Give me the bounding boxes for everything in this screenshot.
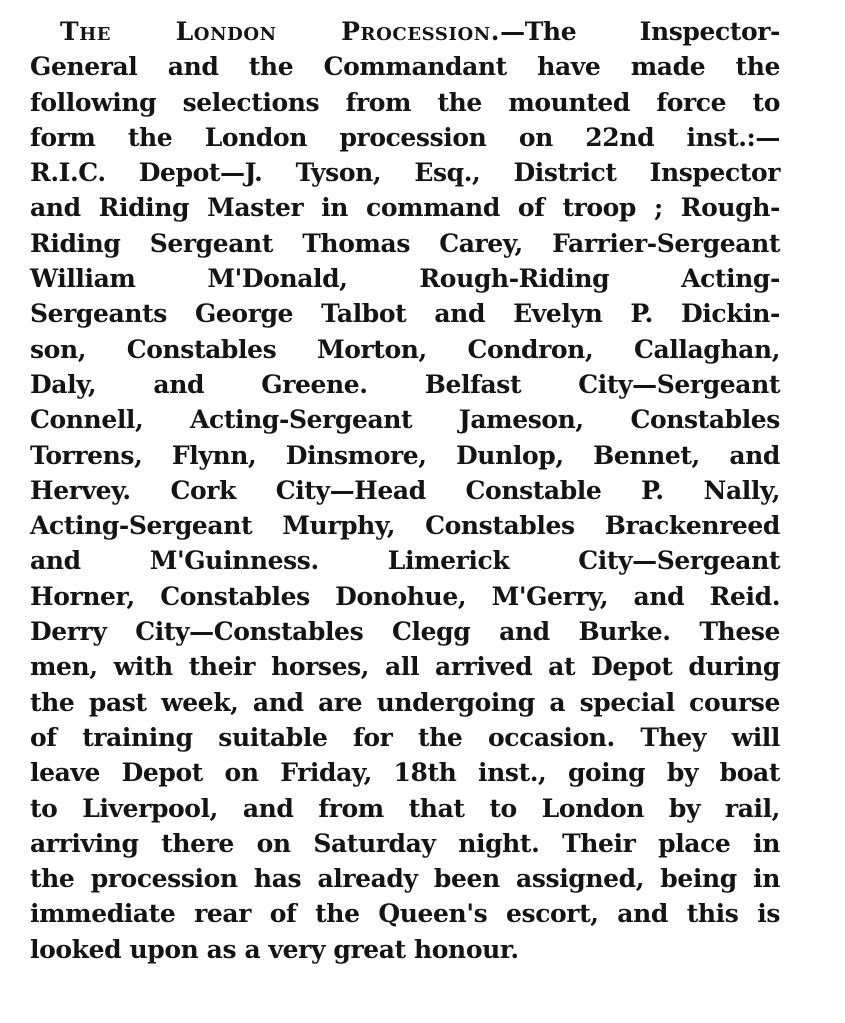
article-line: Derry City—Constables Clegg and Burke. These	[30, 617, 780, 647]
article-line: General and the Commandant have made the	[30, 52, 780, 82]
article-line	[30, 14, 780, 49]
article-line: William M'Donald, Rough-Riding Acting-	[30, 264, 780, 294]
article-line: following selections from the mounted force to	[30, 87, 780, 117]
article-line: Torrens, Flynn, Dinsmore, Dunlop, Bennet, and	[30, 440, 780, 470]
article-line: of training suitable for the occasion. They will	[30, 722, 780, 752]
article-line: immediate rear of the Queen's escort, and this is	[30, 899, 780, 929]
article-line: Connell, Acting-Sergeant Jameson, Constables	[30, 405, 780, 435]
article-line: and M'Guinness. Limerick City—Sergeant	[30, 546, 780, 576]
article-heading: The London Procession.	[60, 17, 501, 46]
article-line: men, with their horses, all arrived at Depot during	[30, 652, 780, 682]
article-line: Hervey. Cork City—Head Constable P. Nally,	[30, 475, 780, 505]
article-line: Acting-Sergeant Murphy, Constables Brackenreed	[30, 511, 780, 541]
article-line: son, Constables Morton, Condron, Callaghan,	[30, 334, 780, 364]
article-line: Horner, Constables Donohue, M'Gerry, and Reid.	[30, 581, 780, 611]
article-line: Daly, and Greene. Belfast City—Sergeant	[30, 369, 780, 399]
article-line: Riding Sergeant Thomas Carey, Farrier-Sergeant	[30, 228, 780, 258]
article-line: R.I.C. Depot—J. Tyson, Esq., District Inspector	[30, 158, 780, 188]
article-line: Sergeants George Talbot and Evelyn P. Dickin-	[30, 299, 780, 329]
article-line: form the London procession on 22nd inst.:—	[30, 122, 780, 152]
article-line: arriving there on Saturday night. Their place in	[30, 828, 780, 858]
article-line: looked upon as a very great honour.	[30, 934, 519, 964]
article-line-text: —The Inspector-	[500, 17, 781, 46]
article-line: the procession has already been assigned, being in	[30, 864, 780, 894]
article-line: and Riding Master in command of troop ; Rough-	[30, 193, 780, 223]
article-line: the past week, and are undergoing a special course	[30, 687, 780, 717]
article-column	[30, 14, 780, 967]
article-line: leave Depot on Friday, 18th inst., going by boat	[30, 758, 780, 788]
article-line: to Liverpool, and from that to London by rail,	[30, 793, 780, 823]
